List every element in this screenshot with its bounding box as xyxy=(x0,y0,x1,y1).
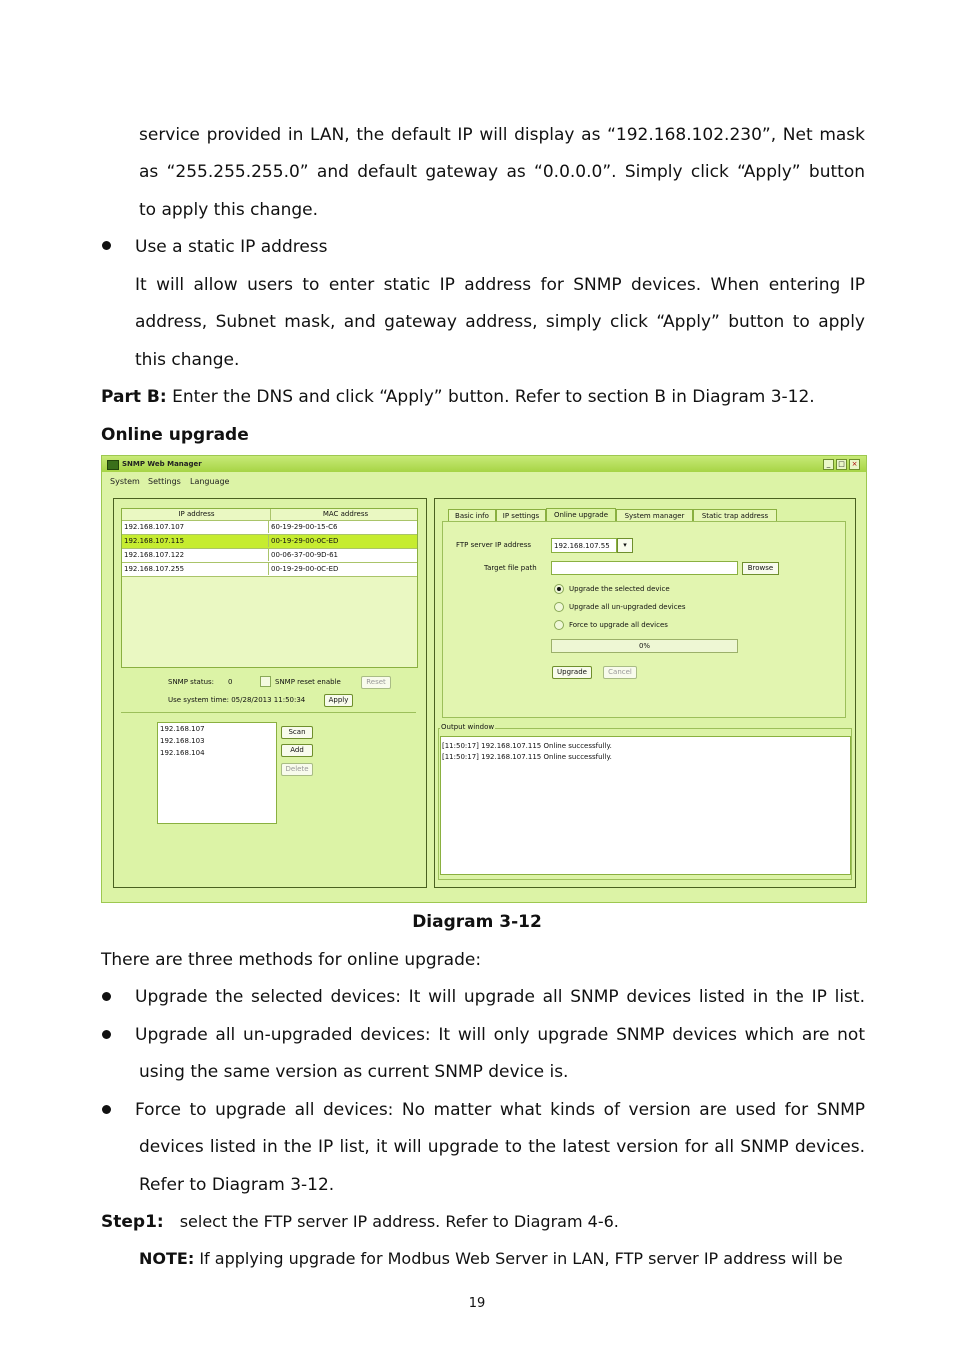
target-file-label: Target file path xyxy=(484,564,537,572)
table-header xyxy=(122,509,417,521)
bullet-icon xyxy=(102,241,111,250)
ip-cell: 192.168.107.107 xyxy=(124,523,185,531)
minimize-icon[interactable]: _ xyxy=(823,459,834,470)
note-label: NOTE: xyxy=(139,1249,195,1268)
bullet-text: Use a static IP address xyxy=(135,237,328,257)
chevron-down-icon[interactable]: ▾ xyxy=(617,538,633,553)
output-window-label: Output window xyxy=(441,723,495,731)
snmp-status-label: SNMP status: xyxy=(168,678,215,686)
target-file-input[interactable] xyxy=(551,561,738,575)
tab-system-manager[interactable]: System manager xyxy=(616,509,693,523)
snmp-reset-checkbox[interactable] xyxy=(260,676,271,687)
progress-bar xyxy=(551,639,738,653)
menu-settings[interactable]: Settings xyxy=(148,477,181,486)
note-paragraph xyxy=(139,1249,843,1269)
scan-button[interactable]: Scan xyxy=(281,726,313,739)
delete-button[interactable]: Delete xyxy=(281,763,313,776)
paragraph-line: address, Subnet mask, and gateway address, simply click “Apply” button to apply xyxy=(135,312,865,332)
paragraph-line: as “255.255.255.0” and default gateway as “0.0.0.0”. Simply click “Apply” button xyxy=(139,162,865,182)
mac-cell: 00-19-29-00-0C-ED xyxy=(268,535,338,547)
table-row-selected[interactable] xyxy=(122,535,417,549)
snmp-reset-label: SNMP reset enable xyxy=(275,678,341,686)
window-title: SNMP Web Manager xyxy=(122,460,202,468)
divider xyxy=(121,712,416,713)
paragraph-line: this change. xyxy=(135,350,240,370)
ftp-server-label: FTP server IP address xyxy=(456,541,532,549)
page-number: 19 xyxy=(468,1296,486,1311)
output-line: [11:50:17] 192.168.107.115 Online successfully. xyxy=(442,742,612,750)
ip-cell: 192.168.107.122 xyxy=(124,551,185,559)
upgrade-button[interactable]: Upgrade xyxy=(552,666,592,679)
ip-cell: 192.168.107.255 xyxy=(124,565,185,573)
radio-label: Force to upgrade all devices xyxy=(569,621,668,629)
table-row[interactable] xyxy=(122,521,417,535)
list-item[interactable]: 192.168.107 xyxy=(160,725,205,733)
close-icon[interactable]: × xyxy=(849,459,860,470)
scan-ip-list[interactable] xyxy=(157,722,277,824)
progress-text: 0% xyxy=(638,642,651,650)
ip-cell: 192.168.107.115 xyxy=(124,537,185,545)
tab-static-trap-address[interactable]: Static trap address xyxy=(693,509,777,523)
ftp-server-value: 192.168.107.55 xyxy=(554,542,610,550)
output-window[interactable] xyxy=(440,736,851,875)
snmp-status-value: 0 xyxy=(228,678,233,686)
app-icon xyxy=(107,460,119,470)
menu-language[interactable]: Language xyxy=(190,477,230,486)
device-table xyxy=(121,508,418,668)
step1-label: Step1: xyxy=(101,1212,164,1232)
mac-cell: 00-19-29-00-0C-ED xyxy=(268,563,338,575)
paragraph-line: devices listed in the IP list, it will upgrade to the latest version for all SNMP devices. xyxy=(139,1137,865,1157)
paragraph-line: Refer to Diagram 3-12. xyxy=(139,1175,335,1195)
paragraph-line: service provided in LAN, the default IP will display as “192.168.102.230”, Net mask xyxy=(139,125,865,145)
paragraph-line: using the same version as current SNMP device is. xyxy=(139,1062,569,1082)
part-b-label: Part B: xyxy=(101,387,167,407)
part-b-text: Enter the DNS and click “Apply” button. Refer to section B in Diagram 3-12. xyxy=(166,387,815,407)
mac-cell: 60-19-29-00-15-C6 xyxy=(268,521,338,533)
list-item[interactable]: 192.168.104 xyxy=(160,749,205,757)
radio-force-upgrade[interactable] xyxy=(554,620,564,630)
radio-label: Upgrade all un-upgraded devices xyxy=(569,603,686,611)
apply-button[interactable]: Apply xyxy=(324,694,353,707)
note-text: If applying upgrade for Modbus Web Server in LAN, FTP server IP address will be xyxy=(194,1249,843,1268)
paragraph-line: It will allow users to enter static IP address for SNMP devices. When entering IP xyxy=(135,275,865,295)
bullet-text: Upgrade the selected devices: It will upgrade all SNMP devices listed in the IP list. xyxy=(135,987,865,1007)
bullet-icon xyxy=(102,1105,111,1114)
browse-button[interactable]: Browse xyxy=(742,562,779,575)
tab-ip-settings[interactable]: IP settings xyxy=(496,509,546,523)
radio-upgrade-unupgraded[interactable] xyxy=(554,602,564,612)
section-heading: Online upgrade xyxy=(101,425,249,445)
radio-label: Upgrade the selected device xyxy=(569,585,670,593)
menu-system[interactable]: System xyxy=(110,477,140,486)
title-bar xyxy=(102,456,866,472)
step1-paragraph xyxy=(101,1212,619,1232)
part-b-paragraph xyxy=(101,387,815,407)
ftp-server-input[interactable] xyxy=(551,538,617,553)
reset-button[interactable]: Reset xyxy=(361,676,391,689)
add-button[interactable]: Add xyxy=(281,744,313,757)
system-time-label: Use system time: 05/28/2013 11:50:34 xyxy=(168,696,306,704)
table-row[interactable] xyxy=(122,549,417,563)
list-item[interactable]: 192.168.103 xyxy=(160,737,205,745)
column-header-mac: MAC address xyxy=(270,509,418,520)
column-header-ip: IP address xyxy=(178,510,215,518)
maximize-icon[interactable]: □ xyxy=(836,459,847,470)
tab-online-upgrade[interactable]: Online upgrade xyxy=(546,508,616,523)
paragraph-line: There are three methods for online upgrade: xyxy=(101,950,482,970)
output-line: [11:50:17] 192.168.107.115 Online successfully. xyxy=(442,753,612,761)
step1-text: select the FTP server IP address. Refer to Diagram 4-6. xyxy=(179,1212,619,1231)
bullet-text: Force to upgrade all devices: No matter what kinds of version are used for SNMP xyxy=(135,1100,865,1120)
bullet-text: Upgrade all un-upgraded devices: It will only upgrade SNMP devices which are not xyxy=(135,1025,865,1045)
bullet-icon xyxy=(102,1030,111,1039)
table-row[interactable] xyxy=(122,563,417,577)
radio-upgrade-selected[interactable] xyxy=(554,584,564,594)
figure-caption: Diagram 3-12 xyxy=(412,912,542,932)
cancel-button[interactable]: Cancel xyxy=(603,666,637,679)
tab-basic-info[interactable]: Basic info xyxy=(448,509,496,523)
mac-cell: 00-06-37-00-9D-61 xyxy=(268,549,338,561)
paragraph-line: to apply this change. xyxy=(139,200,319,220)
upgrade-tab-content xyxy=(442,521,846,718)
bullet-icon xyxy=(102,992,111,1001)
